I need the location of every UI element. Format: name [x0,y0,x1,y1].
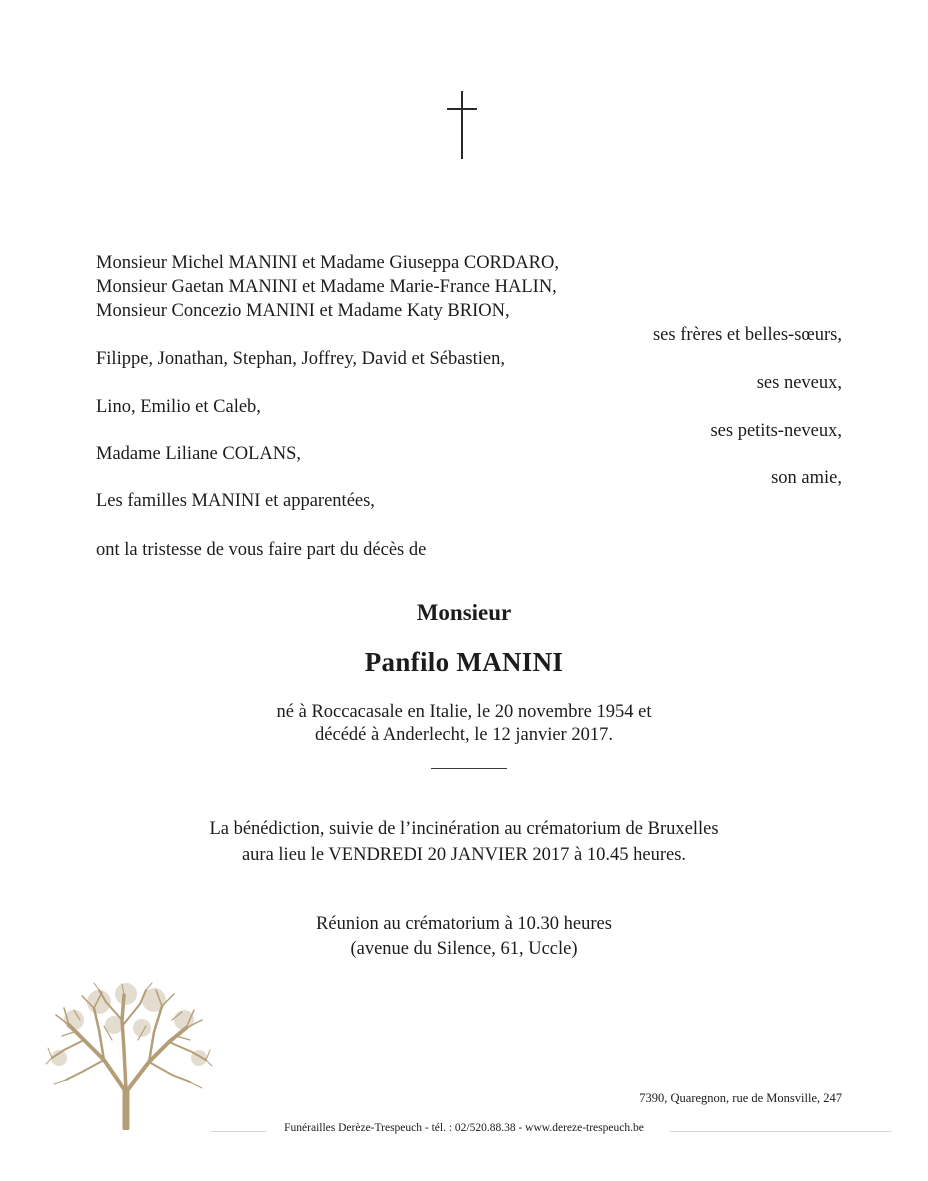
tree-icon [44,980,214,1130]
meeting-line-2: (avenue du Silence, 61, Uccle) [350,939,578,959]
meeting-line-1: Réunion au crématorium à 10.30 heures [316,914,612,934]
relation-friend: son amie, [771,468,842,488]
birth-info: né à Roccacasale en Italie, le 20 novembre 1954 et [276,702,652,722]
ceremony-line-2: aura lieu le VENDREDI 20 JANVIER 2017 à 10.45 heures. [241,845,687,865]
family-line-1: Monsieur Michel MANINI et Madame Giuseppa CORDARO, [96,253,559,273]
death-info: décédé à Anderlecht, le 12 janvier 2017. [315,725,613,745]
ceremony-line-1: La bénédiction, suivie de l’incinération au crématorium de Bruxelles [209,819,719,839]
family-line-grandnephews: Lino, Emilio et Caleb, [96,397,261,417]
family-line-friend: Madame Liliane COLANS, [96,444,301,464]
deceased-name: Panfilo MANINI [364,647,564,677]
relation-grandnephews: ses petits-neveux, [710,421,842,441]
family-line-families: Les familles MANINI et apparentées, [96,491,375,511]
deceased-honorific: Monsieur [416,600,512,625]
announcement-text: ont la tristesse de vous faire part du décès de [96,540,427,560]
relation-siblings: ses frères et belles-sœurs, [652,325,842,345]
family-line-3: Monsieur Concezio MANINI et Madame Katy BRION, [96,301,510,321]
divider [431,768,507,769]
footer-contact: Funérailles Derèze-Trespeuch - tél. : 02/520.88.38 - www.dereze-trespeuch.be [284,1122,644,1134]
relation-nephews: ses neveux, [756,373,842,393]
family-line-nephews: Filippe, Jonathan, Stephan, Joffrey, David et Sébastien, [96,349,505,369]
address: 7390, Quaregnon, rue de Monsville, 247 [639,1091,842,1105]
family-line-2: Monsieur Gaetan MANINI et Madame Marie-France HALIN, [96,277,557,297]
